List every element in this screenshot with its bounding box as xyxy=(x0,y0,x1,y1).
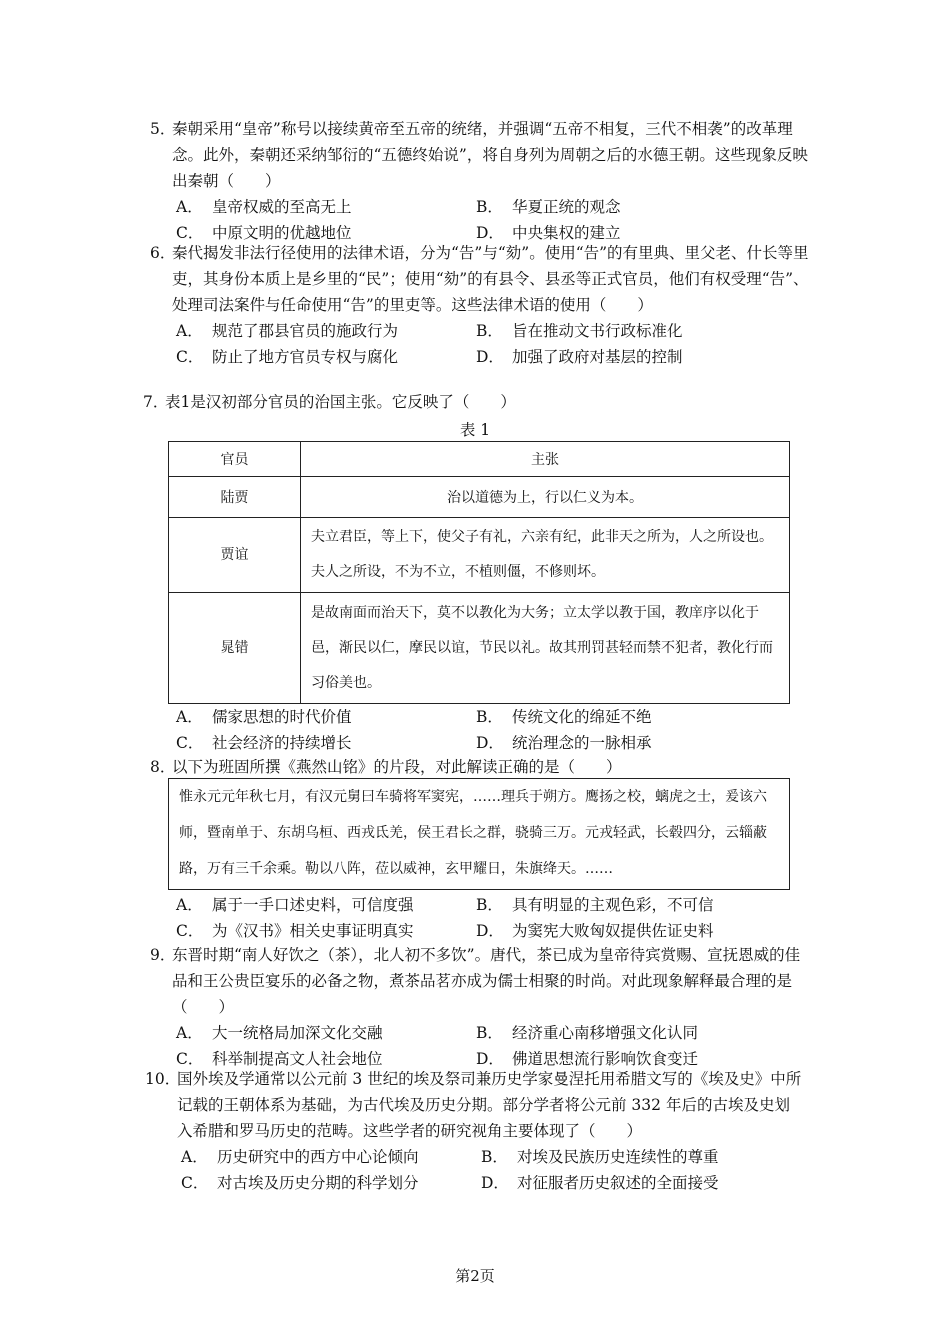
option-a[interactable]: A． 历史研究中的西方中心论倾向 xyxy=(181,1148,419,1166)
option-d[interactable]: D． 佛道思想流行影响饮食变迁 xyxy=(476,1050,699,1068)
question-stem: 表1是汉初部分官员的治国主张。它反映了（ ） xyxy=(165,393,516,411)
page-number: 第2页 xyxy=(455,1267,495,1285)
official-cell: 晁错 xyxy=(169,593,301,704)
column-header: 主张 xyxy=(301,442,790,477)
official-cell: 陆贾 xyxy=(169,477,301,518)
claim-cell: 夫立君臣，等上下，使父子有礼，六亲有纪，此非天之所为，人之所设也。夫人之所设，不为不立，不植则僵，不修则坏。 xyxy=(301,518,790,593)
officials-table xyxy=(168,441,790,704)
table-header-row xyxy=(169,442,790,477)
option-b[interactable]: B． 经济重心南移增强文化认同 xyxy=(476,1024,699,1042)
question-number: 5． xyxy=(150,120,176,138)
question-number: 7． xyxy=(143,393,169,411)
table-caption: 表 1 xyxy=(459,421,491,439)
question-8 xyxy=(150,754,810,780)
option-c[interactable]: C． 中原文明的优越地位 xyxy=(176,224,352,242)
option-c[interactable]: C． 科举制提高文人社会地位 xyxy=(176,1050,383,1068)
option-d[interactable]: D． 对征服者历史叙述的全面接受 xyxy=(481,1174,719,1192)
column-header: 官员 xyxy=(169,442,301,477)
table-row xyxy=(169,477,790,518)
official-cell: 贾谊 xyxy=(169,518,301,593)
option-a[interactable]: A． 规范了郡县官员的施政行为 xyxy=(176,322,399,340)
question-5 xyxy=(150,116,810,246)
claim-cell: 是故南面而治天下，莫不以教化为大务；立太学以教于国，教庠序以化于邑，渐民以仁，摩民以谊，节民以礼。故其刑罚甚轻而禁不犯者，教化行而习俗美也。 xyxy=(301,593,790,704)
options xyxy=(150,194,810,246)
question-7 xyxy=(143,389,803,415)
option-b[interactable]: B． 传统文化的绵延不绝 xyxy=(476,708,652,726)
option-d[interactable]: D． 加强了政府对基层的控制 xyxy=(476,348,683,366)
excerpt-box: 惟永元元年秋七月，有汉元舅曰车骑将军窦宪，……理兵于朔方。鹰扬之校，螭虎之士，爰该六师，暨南单于、东胡乌桓、西戎氐羌，侯王君长之群，骁骑三万。元戎轻武，长毂四分，云辎蔽路，万有三千余乘。勒以八阵，莅以威神，玄甲耀日，朱旗绛天。…… xyxy=(168,778,790,890)
option-b[interactable]: B． 华夏正统的观念 xyxy=(476,198,621,216)
options xyxy=(150,892,810,944)
question-number: 6． xyxy=(150,244,176,262)
question-number: 9． xyxy=(150,946,176,964)
option-a[interactable]: A． 大一统格局加深文化交融 xyxy=(176,1024,383,1042)
question-stem: 东晋时期“南人好饮之（茶），北人初不多饮”。唐代，茶已成为皇帝待宾赏赐、宣抚恩威的佳品和王公贵臣宴乐的必备之物，煮茶品茗亦成为儒士相聚的时尚。对此现象解释最合理的是（ ） xyxy=(172,946,801,1016)
question-7-options xyxy=(150,704,810,756)
options xyxy=(150,1020,810,1072)
question-number: 10． xyxy=(145,1070,181,1088)
option-c[interactable]: C． 对古埃及历史分期的科学划分 xyxy=(181,1174,419,1192)
option-c[interactable]: C． 防止了地方官员专权与腐化 xyxy=(176,348,399,366)
option-d[interactable]: D． 统治理念的一脉相承 xyxy=(476,734,652,752)
table-row xyxy=(169,593,790,704)
option-b[interactable]: B． 旨在推动文书行政标准化 xyxy=(476,322,683,340)
option-c[interactable]: C． 社会经济的持续增长 xyxy=(176,734,352,752)
option-b[interactable]: B． 对埃及民族历史连续性的尊重 xyxy=(481,1148,719,1166)
option-d[interactable]: D． 为窦宪大败匈奴提供佐证史料 xyxy=(476,922,714,940)
option-b[interactable]: B． 具有明显的主观色彩，不可信 xyxy=(476,896,714,914)
option-a[interactable]: A． 皇帝权威的至高无上 xyxy=(176,198,352,216)
question-9 xyxy=(150,942,810,1072)
options xyxy=(145,1144,805,1196)
options xyxy=(150,318,810,370)
option-a[interactable]: A． 儒家思想的时代价值 xyxy=(176,708,352,726)
question-10 xyxy=(145,1066,805,1196)
question-stem: 国外埃及学通常以公元前 3 世纪的埃及祭司兼历史学家曼涅托用希腊文写的《埃及史》中所记载的王朝体系为基础，为古代埃及历史分期。部分学者将公元前 332 年后的古埃及史划入希腊和罗马历史的范畴。这些学者的研究视角主要体现了（ ） xyxy=(177,1070,802,1140)
question-stem: 秦朝采用“皇帝”称号以接续黄帝至五帝的统绪，并强调“五帝不相复，三代不相袭”的改革理念。此外，秦朝还采纳邹衍的“五德终始说”，将自身列为周朝之后的水德王朝。这些现象反映出秦朝（ ） xyxy=(172,120,808,190)
option-a[interactable]: A． 属于一手口述史料，可信度强 xyxy=(176,896,414,914)
question-number: 8． xyxy=(150,758,176,776)
claim-cell: 治以道德为上，行以仁义为本。 xyxy=(301,477,790,518)
option-c[interactable]: C． 为《汉书》相关史事证明真实 xyxy=(176,922,414,940)
option-d[interactable]: D． 中央集权的建立 xyxy=(476,224,621,242)
options xyxy=(150,704,810,756)
question-stem: 以下为班固所撰《燕然山铭》的片段，对此解读正确的是（ ） xyxy=(172,758,622,776)
question-stem: 秦代揭发非法行径使用的法律术语，分为“告”与“劾”。使用“告”的有里典、里父老、什长等里吏，其身份本质上是乡里的“民”；使用“劾”的有县令、县丞等正式官员，他们有权受理“告”、处理司法案件与任命使用“告”的里吏等。这些法律术语的使用（ ） xyxy=(172,244,809,314)
question-6 xyxy=(150,240,810,370)
question-8-options xyxy=(150,892,810,944)
table-row xyxy=(169,518,790,593)
